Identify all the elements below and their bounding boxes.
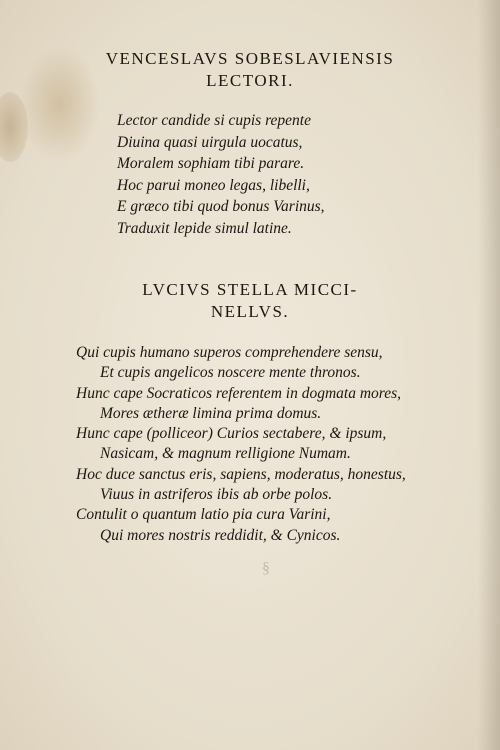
poem-2-heading [0, 279, 500, 323]
poem-1-heading-line-2: LECTORI. [206, 71, 294, 90]
poem-1-line-6: Traduxit lepide simul latine. [117, 219, 292, 237]
poem-1-line-2: Diuina quasi uirgula uocatus, [117, 133, 303, 151]
poem-2-line-3: Hunc cape Socraticos referentem in dogmata mores, [76, 384, 402, 402]
poem-1-line-5: E græco tibi quod bonus Varinus, [117, 198, 325, 215]
poem-2-line-4: Mores ætheræ limina prima domus. [100, 404, 322, 422]
poem-2-heading-line-2: NELLVS. [210, 302, 290, 321]
poem-1-line-1: Lector candide si cupis repente [117, 112, 311, 129]
poem-2-line-10: Qui mores nostris reddidit, & Cynicos. [100, 526, 341, 544]
page-gutter-shadow [478, 0, 500, 750]
poem-1-line-3: Moralem sophiam tibi parare. [117, 155, 305, 172]
poem-2-line-6: Nasicam, & magnum relligione Numam. [100, 445, 351, 463]
poem-2-line-7: Hoc duce sanctus eris, sapiens, moderatus, honestus, [76, 465, 406, 483]
poem-1-heading-line-1: VENCESLAVS SOBESLAVIENSIS [105, 49, 395, 68]
poem-2-line-8: Viuus in astriferos ibis ab orbe polos. [100, 486, 333, 504]
paper-stain [0, 92, 28, 162]
poem-2-line-2: Et cupis angelicos noscere mente thronos. [100, 364, 361, 382]
poem-1-heading [0, 48, 500, 92]
poem-2-verse [76, 343, 406, 546]
poem-2-line-1: Qui cupis humano superos comprehendere sensu, [76, 344, 383, 361]
poem-2-line-9: Contulit o quantum latio pia cura Varini, [76, 506, 331, 524]
poem-2-line-5: Hunc cape (polliceor) Curios sectabere, & ipsum, [76, 425, 387, 443]
faint-ornament-icon: § [262, 560, 270, 577]
poem-2-heading-line-1: LVCIVS STELLA MICCI- [142, 280, 358, 299]
poem-1-verse [117, 110, 325, 239]
poem-1-line-4: Hoc parui moneo legas, libelli, [117, 176, 310, 194]
